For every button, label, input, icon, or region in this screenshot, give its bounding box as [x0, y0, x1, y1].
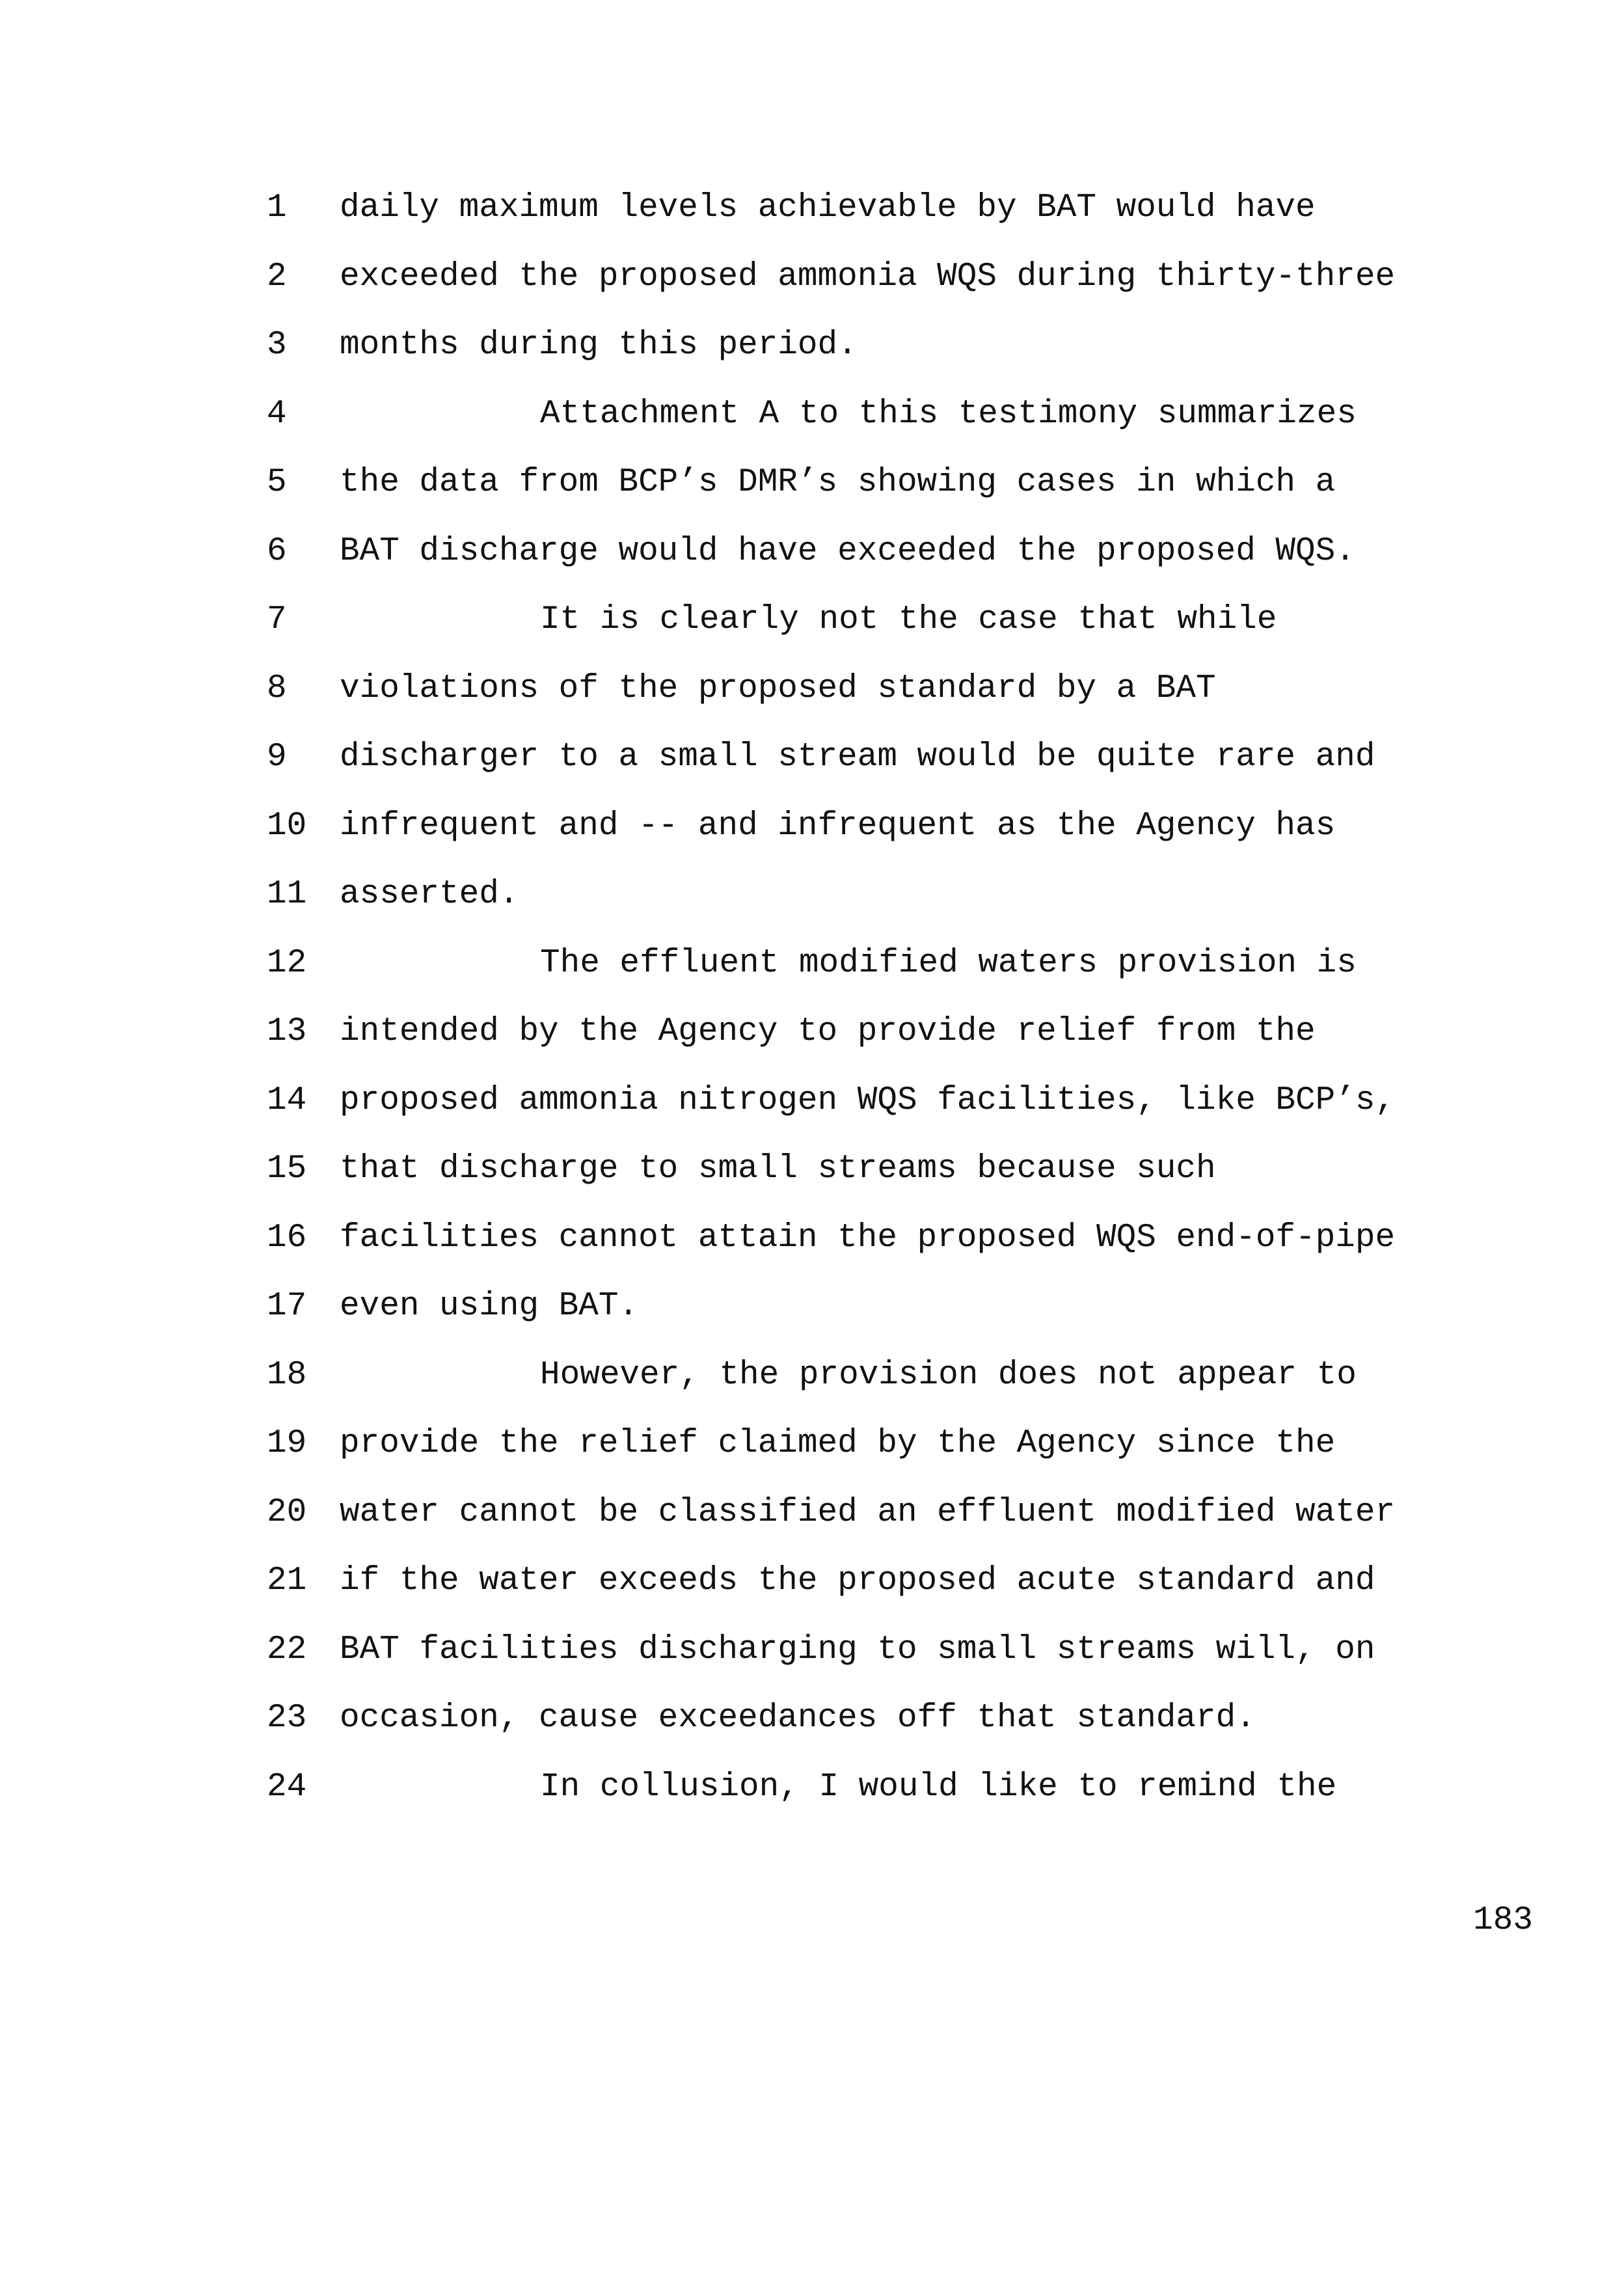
line-number: 21 [267, 1562, 307, 1599]
line-text: proposed ammonia nitrogen WQS facilities, like BCP’s, [340, 1082, 1396, 1119]
line-text: asserted. [340, 876, 519, 913]
line-number: 6 [267, 533, 287, 570]
line-text: violations of the proposed standard by a BAT [340, 670, 1216, 707]
line-number: 11 [267, 876, 307, 913]
line-text: provide the relief claimed by the Agency since the [340, 1425, 1336, 1462]
line-number: 8 [267, 670, 287, 707]
line-text: facilities cannot attain the proposed WQS end-of-pipe [340, 1219, 1396, 1256]
line-text: It is clearly not the case that while [540, 601, 1277, 638]
page-number: 183 [1473, 1902, 1533, 1939]
line-number: 20 [267, 1494, 307, 1531]
line-text: However, the provision does not appear to [540, 1357, 1357, 1394]
line-number: 9 [267, 739, 287, 776]
line-text: BAT facilities discharging to small streams will, on [340, 1631, 1375, 1668]
line-text: even using BAT. [340, 1288, 639, 1325]
line-text: infrequent and -- and infrequent as the Agency has [340, 808, 1336, 845]
line-number: 23 [267, 1700, 307, 1737]
line-number: 22 [267, 1631, 307, 1668]
line-text: that discharge to small streams because such [340, 1150, 1216, 1188]
line-number: 24 [267, 1769, 307, 1806]
line-number: 15 [267, 1150, 307, 1188]
line-number: 10 [267, 808, 307, 845]
line-number: 12 [267, 945, 307, 982]
line-number: 2 [267, 258, 287, 295]
line-text: the data from BCP’s DMR’s showing cases in which a [340, 464, 1336, 501]
line-number: 13 [267, 1013, 307, 1050]
line-text: exceeded the proposed ammonia WQS during thirty-three [340, 258, 1396, 295]
line-text: water cannot be classified an effluent modified water [340, 1494, 1396, 1531]
line-number: 4 [267, 396, 287, 433]
line-text: In collusion, I would like to remind the [540, 1769, 1337, 1806]
line-text: months during this period. [340, 327, 858, 364]
line-text: BAT discharge would have exceeded the proposed WQS. [340, 533, 1355, 570]
line-number: 7 [267, 601, 287, 638]
line-number: 17 [267, 1288, 307, 1325]
line-text: daily maximum levels achievable by BAT would have [340, 189, 1316, 226]
line-text: occasion, cause exceedances off that standard. [340, 1700, 1256, 1737]
line-text: discharger to a small stream would be quite rare and [340, 739, 1375, 776]
line-number: 19 [267, 1425, 307, 1462]
line-number: 3 [267, 327, 287, 364]
line-text: Attachment A to this testimony summarizes [540, 396, 1357, 433]
line-number: 5 [267, 464, 287, 501]
line-number: 16 [267, 1219, 307, 1256]
line-number: 18 [267, 1357, 307, 1394]
line-number: 1 [267, 189, 287, 226]
line-text: if the water exceeds the proposed acute standard and [340, 1562, 1375, 1599]
line-number: 14 [267, 1082, 307, 1119]
line-text: intended by the Agency to provide relief from the [340, 1013, 1316, 1050]
line-text: The effluent modified waters provision is [540, 945, 1357, 982]
